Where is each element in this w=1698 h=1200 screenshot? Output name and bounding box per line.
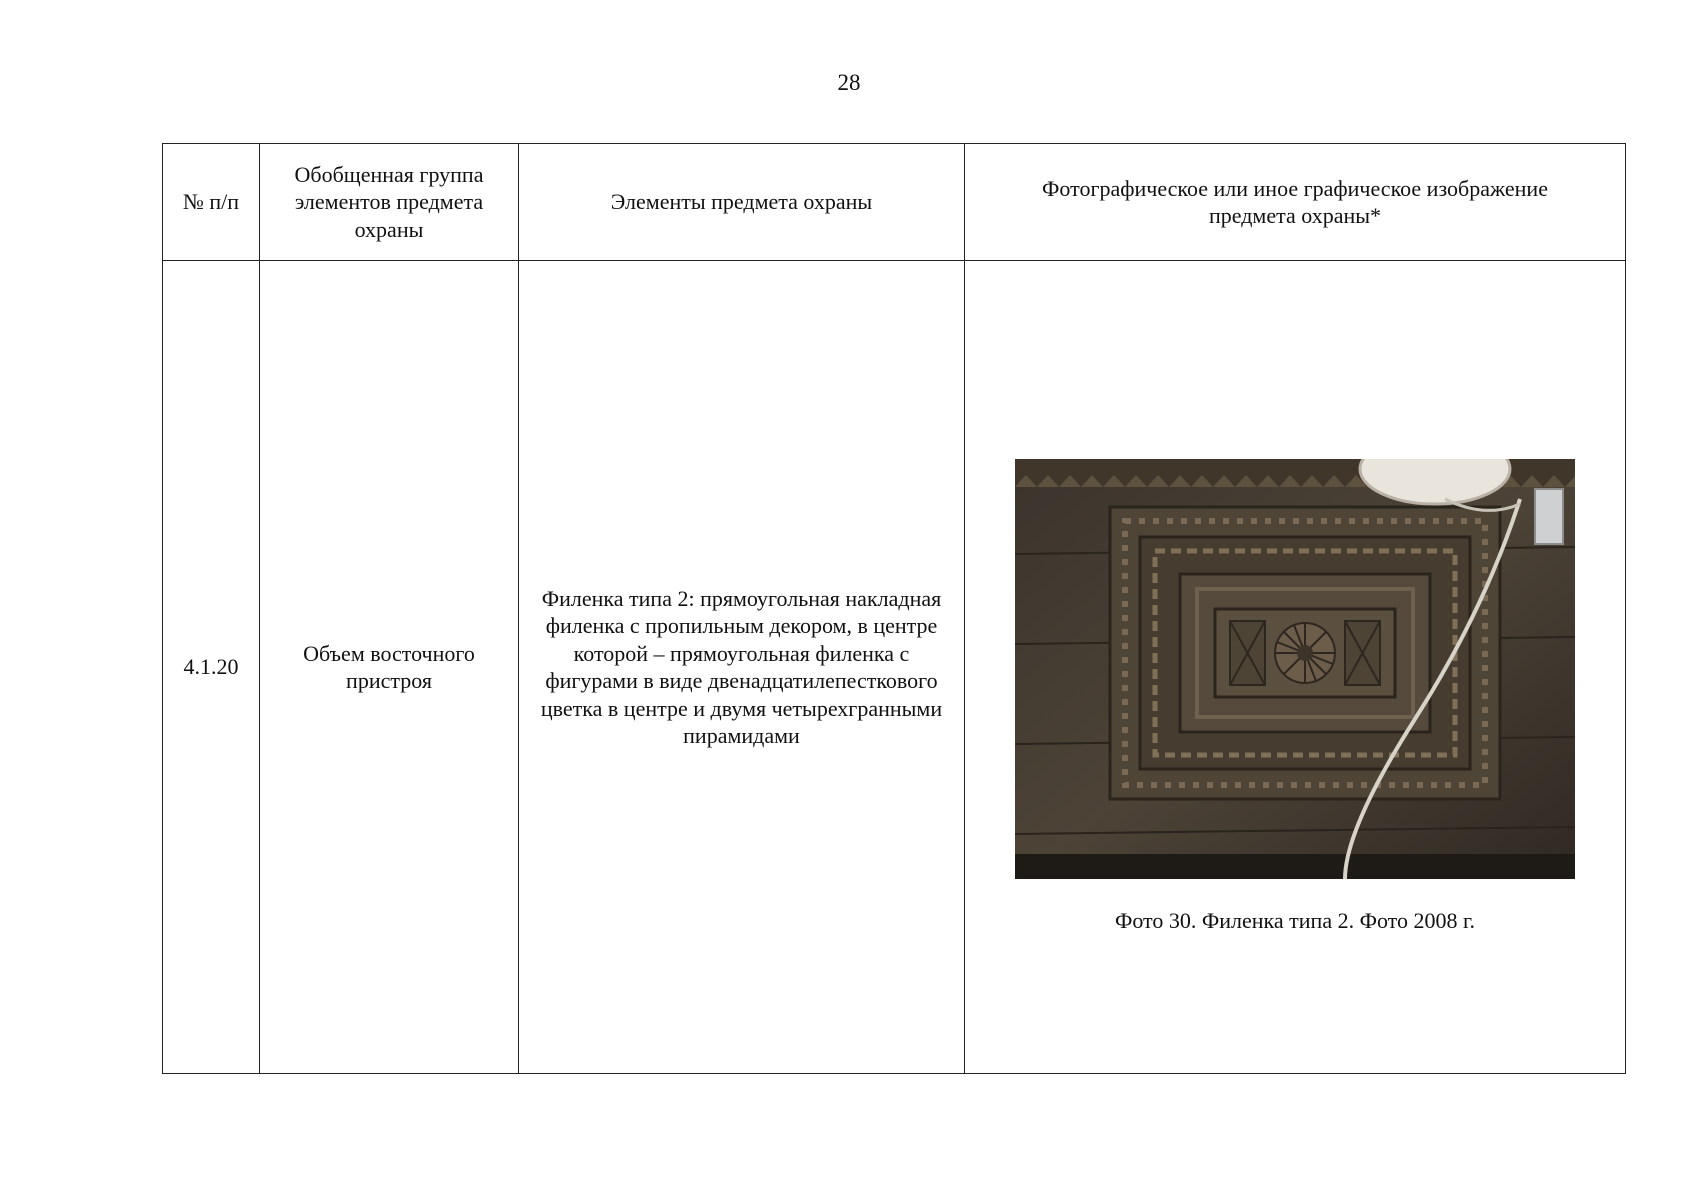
photo-figure [977, 399, 1613, 935]
row-num: 4.1.20 [163, 261, 260, 1074]
header-group: Обобщенная группа элементов предмета охраны [260, 144, 519, 261]
carved-panel-photo [1015, 459, 1575, 879]
protection-subject-table [162, 143, 1626, 1074]
row-elements: Филенка типа 2: прямоугольная накладная филенка с пропильным декором, в центре которой – прямоугольная филенка с фигурами в виде двенадцатилепесткового цветка в центре и двумя четырехгранными пирамидами [519, 261, 965, 1074]
row-photo-cell [965, 261, 1626, 1074]
row-group: Объем восточного пристроя [260, 261, 519, 1074]
table-row [163, 261, 1626, 1074]
page-number: 28 [837, 70, 861, 95]
header-photo: Фотографическое или иное графическое изображение предмета охраны* [965, 144, 1626, 261]
header-num: № п/п [163, 144, 260, 261]
table-header-row [163, 144, 1626, 261]
photo-caption: Фото 30. Филенка типа 2. Фото 2008 г. [1114, 908, 1476, 934]
header-elements: Элементы предмета охраны [519, 144, 965, 261]
